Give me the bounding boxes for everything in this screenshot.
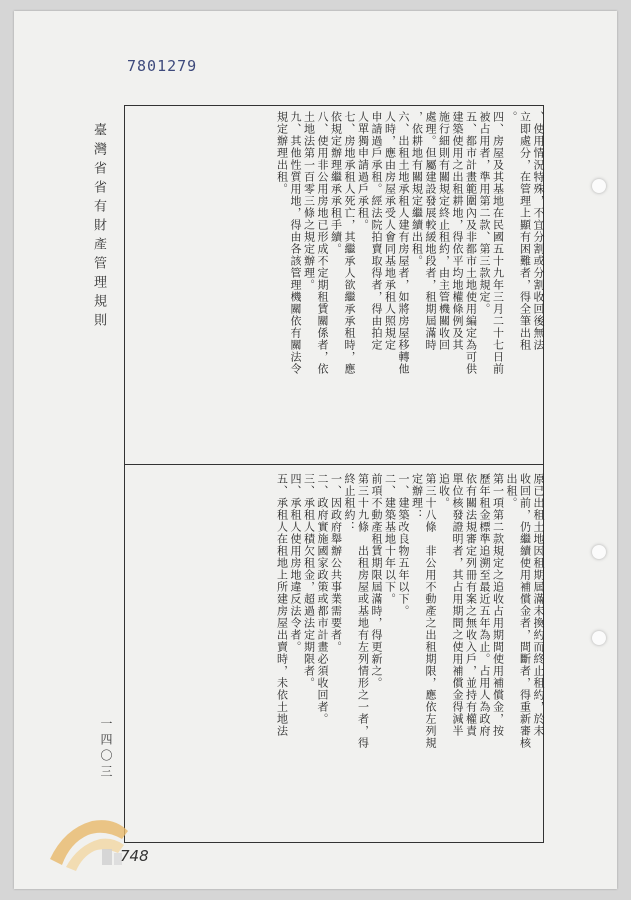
text-line: 一、因政府舉辦公共事業需要者。 [329, 473, 343, 653]
handwritten-note: 748 [120, 847, 149, 865]
punch-hole-mark [592, 545, 606, 559]
text-line: 二、政府實施國家政策或都市計畫必須收回者。 [316, 473, 329, 725]
text-line: 單位核發證明者，其占用期間之使用補償金得減半 [451, 473, 464, 737]
text-line: 土地法第一百零三條之規定辦理。 [302, 111, 316, 291]
text-line: 。 [505, 111, 518, 123]
text-line: 追收。 [437, 473, 451, 509]
text-line: 歷年租金標準追溯至最近五年為止。占用人為政府 [478, 473, 491, 737]
text-line: 規定辦理出租。 [275, 111, 289, 195]
text-line: 三、承租人積欠租金，超過法定期限者。 [302, 473, 316, 689]
text-line: 施行細則有關規定終止租約，由主管機關收回 [437, 111, 451, 351]
text-line: 處理。但屬建設發展較緩地段者，租期屆滿時 [424, 111, 437, 351]
article-heading: 第三十八條 非公用不動產之出租期限，應依左列規 [424, 473, 437, 749]
text-line: 七、房地承租人死亡，其繼承人欲繼承承租時，應 [343, 111, 356, 375]
lower-text-block [275, 473, 545, 833]
punch-hole-mark [592, 179, 606, 193]
page-number: 一四〇三 [99, 717, 113, 781]
text-line: 八、使用非公用房地已形成不定期租賃關係者，依 [316, 111, 329, 375]
text-line: 一、建築改良物五年以下。 [397, 473, 410, 617]
text-line: 四、房屋及其基地在民國五十九年三月二十七日前 [491, 111, 505, 375]
text-line: 出租。 [505, 473, 518, 509]
text-line: 收回前，仍繼續使用補償金者，間斷者，得重新審核 [518, 473, 532, 749]
text-line: 、使用情況特殊，不宜分割或分割收回後無法 [532, 111, 545, 351]
document-id-number: 7801279 [127, 57, 198, 75]
text-line: 六、出租土地承租人建有房屋者，如將房屋移轉他 [397, 111, 410, 375]
text-line: 依規定辦理繼承承租手續。 [329, 111, 343, 255]
text-line: 定辦理： [410, 473, 424, 521]
text-line: 前項不動產租賃期限屆滿時，得更新之。 [370, 473, 383, 689]
text-line: 立即處分，在管理上顯有困難者，得全筆出租 [518, 111, 532, 351]
text-line: 二、建築基地十年以下。 [383, 473, 397, 605]
text-line: 被占用者，準用第二款、第三款規定。 [478, 111, 491, 315]
text-line: 四、承租人使用房地違反法令者。 [289, 473, 302, 653]
text-line: 五、承租人在租地上所建房屋出賣時，未依土地法 [275, 473, 289, 737]
book-title: 臺灣省省有財產管理規則 [91, 123, 106, 332]
text-line: ，依耕地有關規定繼續出租。 [410, 111, 424, 267]
document-page [14, 11, 617, 889]
section-divider [124, 464, 544, 465]
text-line: 九、其他性質用地，得由各該管理機關依有關法令 [289, 111, 302, 375]
text-line: 第一項第二款規定之追收占用期間使用補償金，按 [491, 473, 505, 737]
text-line: 人時，應由房屋承受人會同基地承租人照規定 [383, 111, 397, 351]
article-heading: 第三十九條 出租房屋或基地有左列情形之一者，得 [356, 473, 370, 749]
archive-stamp-logo [44, 809, 134, 879]
punch-hole-mark [592, 631, 606, 645]
text-line: 建築使用之出租耕地，得依平均地權條例及其 [451, 111, 464, 351]
text-line: 申請過戶承租。經法院拍賣取得者，得由拍定 [370, 111, 383, 351]
text-line: 五、都市計畫範圍內及非都市土地使用編定為可供 [464, 111, 478, 375]
text-line: 終止租約： [343, 473, 356, 533]
upper-text-block [275, 111, 545, 456]
text-line: 依有關法規審定列冊有案之無收入戶，並持有權責 [464, 473, 478, 737]
text-line: 人單獨申請過戶承租。 [356, 111, 370, 231]
text-line: 原已出租土地因租期屆滿未換約而終止租約，於未 [532, 473, 545, 737]
